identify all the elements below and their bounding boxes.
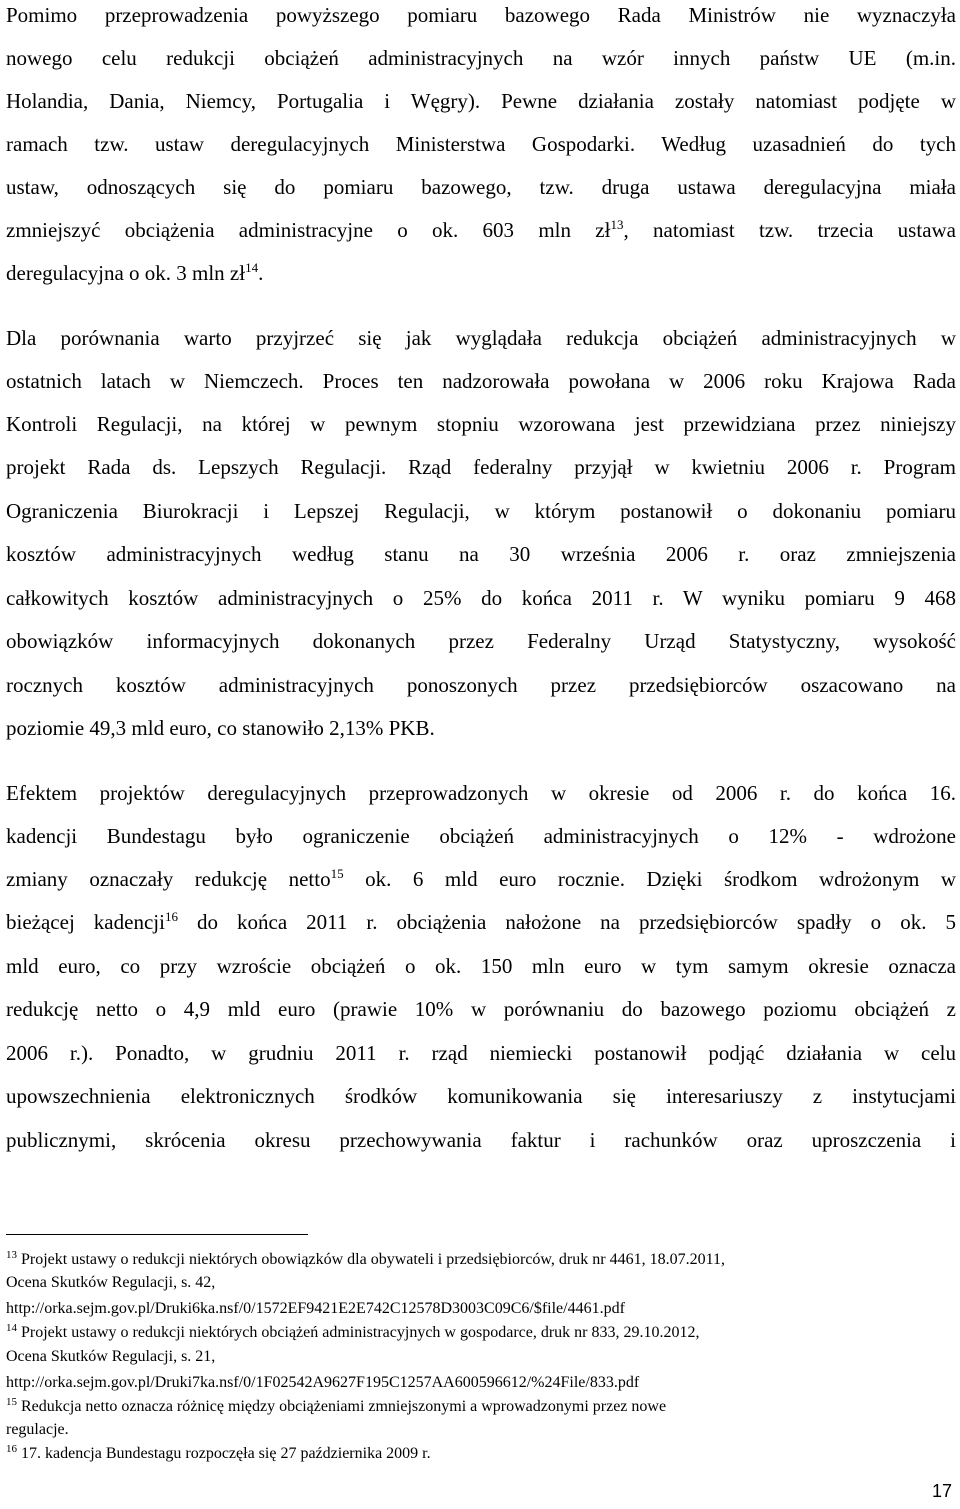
footnote-text: Projekt ustawy o redukcji niektórych obowiązków dla obywateli i przedsiębiorców, druk nr 4461, 18.07.2011, [17, 1251, 725, 1268]
footnote-text-line: Ocena Skutków Regulacji, s. 21, [6, 1348, 216, 1365]
text-line: ramach tzw. ustaw deregulacyjnych Ministerstwa Gospodarki. Według uzasadnień do tych [6, 132, 956, 156]
footnote-number: 15 [6, 1396, 17, 1408]
text-segment: do końca 2011 r. obciążenia nałożone na przedsiębiorców spadły o ok. 5 [177, 910, 956, 934]
footnote-16 [6, 1444, 956, 1464]
text-line: kadencji Bundestagu było ograniczenie obciążeń administracyjnych o 12% - wdrożone [6, 824, 956, 848]
text-line: poziomie 49,3 mld euro, co stanowiło 2,13% PKB. [6, 716, 435, 740]
footnote-separator [6, 1234, 308, 1235]
footnote-number: 13 [6, 1249, 17, 1261]
text-segment: zmiany oznaczały redukcję netto [6, 867, 331, 891]
footnote-text: 17. kadencja Bundestagu rozpoczęła się 27 października 2009 r. [17, 1445, 431, 1462]
footnote-number: 14 [6, 1322, 17, 1334]
text-segment: ok. 6 mld euro rocznie. Dzięki środkom wdrożonym w [343, 867, 956, 891]
text-line: Kontroli Regulacji, na której w pewnym stopniu wzorowana jest przewidziana przez niniejszy [6, 412, 956, 436]
text-segment: deregulacyjna o ok. 3 mln zł [6, 261, 246, 285]
text-line: 2006 r.). Ponadto, w grudniu 2011 r. rząd niemiecki postanowił podjąć działania w celu [6, 1041, 956, 1065]
footnote-link[interactable]: http://orka.sejm.gov.pl/Druki7ka.nsf/0/1F02542A9627F195C1257AA600596612/%24File/833.pdf [6, 1374, 640, 1391]
text-segment: . [258, 261, 264, 285]
text-line: ustaw, odnoszących się do pomiaru bazowego, tzw. druga ustawa deregulacyjna miała [6, 175, 956, 199]
text-line: Holandia, Dania, Niemcy, Portugalia i Węgry). Pewne działania zostały natomiast podjęte w [6, 89, 956, 113]
text-line: publicznymi, skrócenia okresu przechowywania faktur i rachunków oraz uproszczenia i [6, 1128, 956, 1152]
page-number: 17 [931, 1481, 952, 1501]
text-line [6, 866, 956, 892]
footnote-15 [6, 1397, 956, 1417]
text-line: całkowitych kosztów administracyjnych o 25% do końca 2011 r. W wyniku pomiaru 9 468 [6, 586, 956, 610]
footnote-ref-14[interactable]: 14 [245, 260, 259, 275]
text-line: rocznych kosztów administracyjnych ponoszonych przez przedsiębiorców oszacowano na [6, 673, 956, 697]
text-segment: bieżącej kadencji [6, 910, 165, 934]
text-line: Ograniczenia Biurokracji i Lepszej Regulacji, w którym postanowił o dokonaniu pomiaru [6, 499, 956, 523]
footnote-14 [6, 1323, 956, 1343]
text-line: Dla porównania warto przyjrzeć się jak wyglądała redukcja obciążeń administracyjnych w [6, 326, 956, 350]
text-line [6, 217, 956, 243]
text-segment: , natomiast tzw. trzecia ustawa [623, 218, 956, 242]
text-line: kosztów administracyjnych według stanu na 30 września 2006 r. oraz zmniejszenia [6, 542, 956, 566]
footnote-text: Redukcja netto oznacza różnicę między obciążeniami zmniejszonymi a wprowadzonymi przez nowe [17, 1398, 667, 1415]
text-line: projekt Rada ds. Lepszych Regulacji. Rząd federalny przyjął w kwietniu 2006 r. Program [6, 455, 956, 479]
text-line: mld euro, co przy wzroście obciążeń o ok. 150 mln euro w tym samym okresie oznacza [6, 954, 956, 978]
text-line: redukcję netto o 4,9 mld euro (prawie 10% w porównaniu do bazowego poziomu obciążeń z [6, 997, 956, 1021]
footnote-ref-13[interactable]: 13 [610, 217, 624, 232]
text-line [6, 909, 956, 935]
footnote-text-line: Ocena Skutków Regulacji, s. 42, [6, 1274, 216, 1291]
text-line: ostatnich latach w Niemczech. Proces ten nadzorowała powołana w 2006 roku Krajowa Rada [6, 369, 956, 393]
footnote-link[interactable]: http://orka.sejm.gov.pl/Druki6ka.nsf/0/1572EF9421E2E742C12578D3003C09C6/$file/4461.pdf [6, 1300, 625, 1317]
footnote-ref-16[interactable]: 16 [164, 909, 178, 924]
footnote-text-line: regulacje. [6, 1421, 69, 1438]
text-line: nowego celu redukcji obciążeń administracyjnych na wzór innych państw UE (m.in. [6, 46, 956, 70]
footnote-13 [6, 1250, 956, 1270]
text-segment: zmniejszyć obciążenia administracyjne o ok. 603 mln zł [6, 218, 611, 242]
footnote-ref-15[interactable]: 15 [330, 866, 344, 881]
text-line: upowszechnienia elektronicznych środków komunikowania się interesariuszy z instytucjami [6, 1084, 956, 1108]
text-line: Pomimo przeprowadzenia powyższego pomiaru bazowego Rada Ministrów nie wyznaczyła [6, 3, 956, 27]
footnote-text: Projekt ustawy o redukcji niektórych obciążeń administracyjnych w gospodarce, druk nr 833, 29.10.2012, [17, 1324, 700, 1341]
text-line: Efektem projektów deregulacyjnych przeprowadzonych w okresie od 2006 r. do końca 16. [6, 781, 956, 805]
text-line [6, 260, 956, 286]
footnote-number: 16 [6, 1443, 17, 1455]
text-line: obowiązków informacyjnych dokonanych przez Federalny Urząd Statystyczny, wysokość [6, 629, 956, 653]
